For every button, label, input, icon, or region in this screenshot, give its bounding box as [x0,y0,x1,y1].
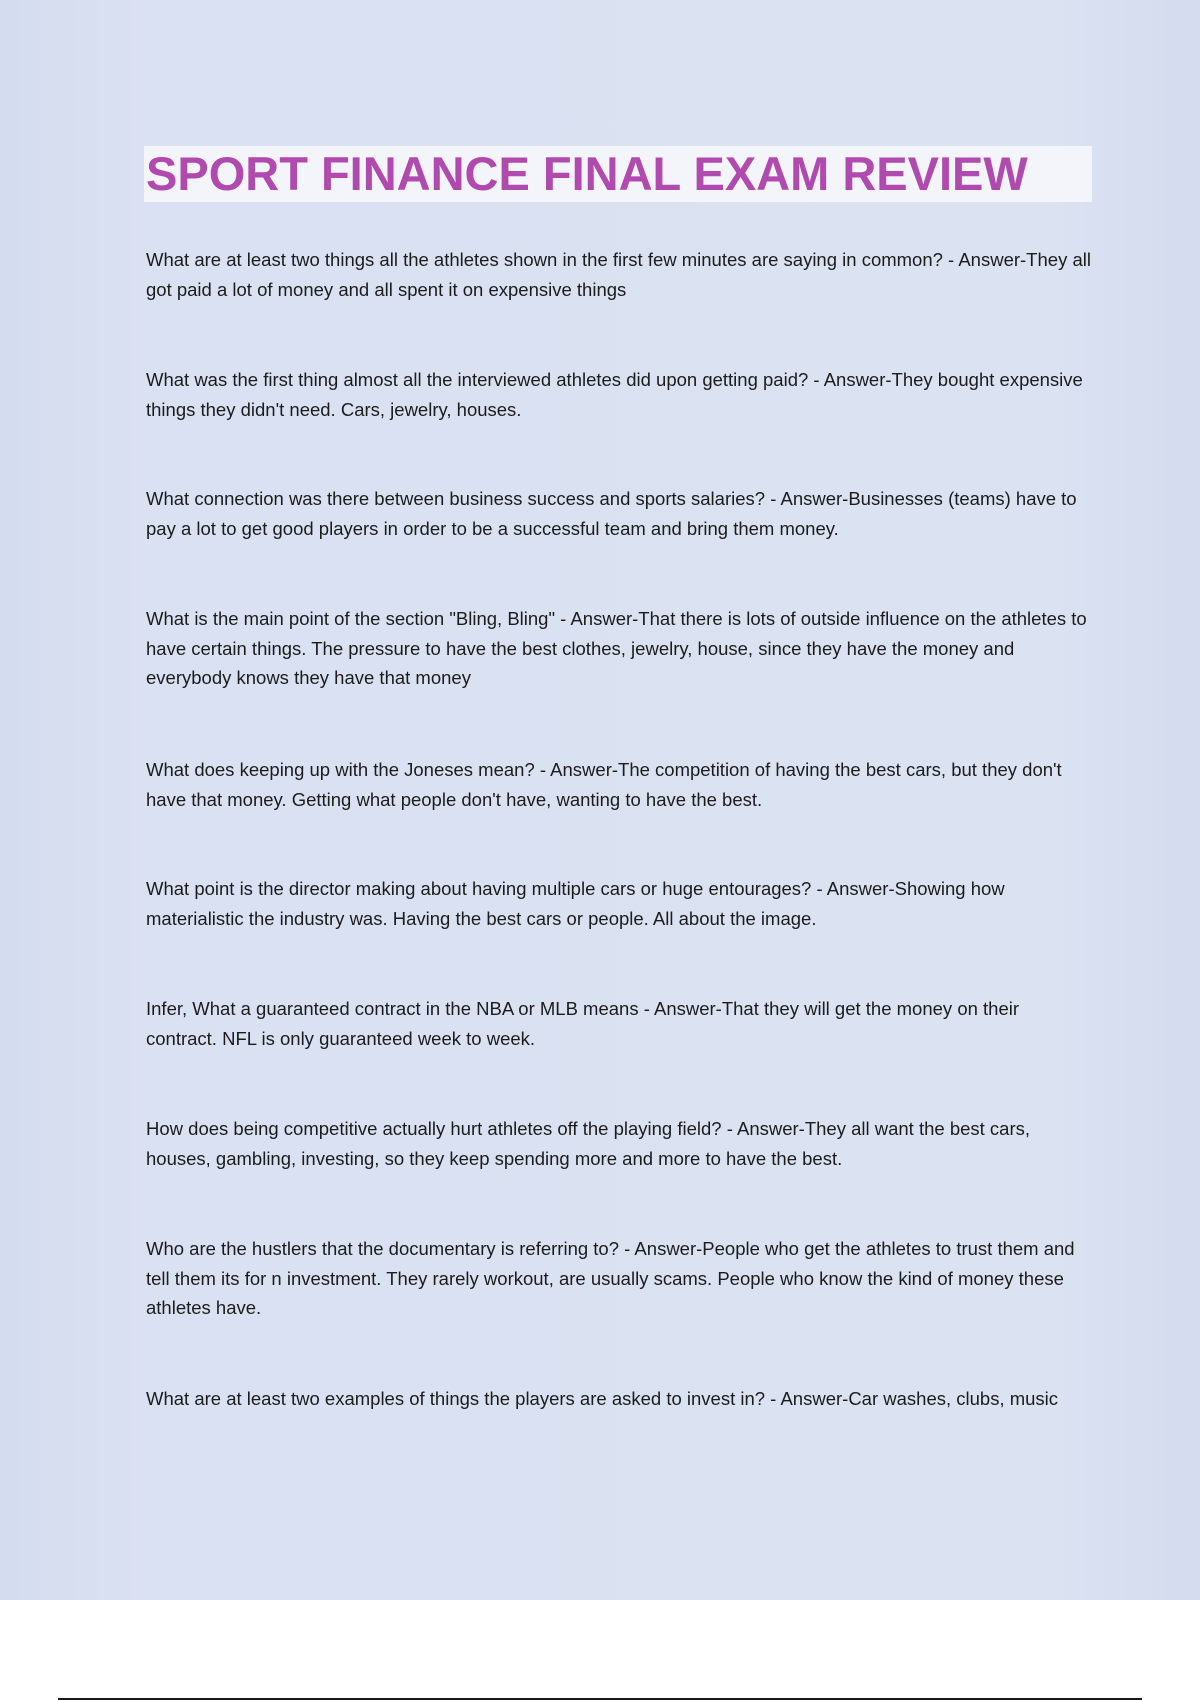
qa-item-2: What was the first thing almost all the interviewed athletes did upon getting paid? - Answer-They bought expensive things they didn't need. Cars, jewelry, houses. [146,369,1083,420]
qa-item-7: Infer, What a guaranteed contract in the NBA or MLB means - Answer-That they will get the money on their contract. NFL is only guaranteed week to week. [146,998,1020,1049]
qa-item-10: What are at least two examples of things the players are asked to invest in? - Answer-Car washes, clubs, music [146,1388,1059,1409]
document-title: SPORT FINANCE FINAL EXAM REVIEW [146,147,1028,200]
qa-item-3: What connection was there between business success and sports salaries? - Answer-Businesses (teams) have to pay a lot to get good players in order to be a successful team and bring them money. [146,488,1077,539]
qa-item-6: What point is the director making about having multiple cars or huge entourages? - Answer-Showing how materialistic the industry was. Having the best cars or people. All about the image. [146,878,1005,929]
qa-item-1: What are at least two things all the athletes shown in the first few minutes are saying in common? - Answer-They all got paid a lot of money and all spent it on expensive things [146,249,1091,300]
qa-item-9: Who are the hustlers that the documentary is referring to? - Answer-People who get the athletes to trust them and tell them its for n investment. They rarely workout, are usually scams. People who know the kind of money these athletes have. [146,1238,1075,1318]
qa-item-8: How does being competitive actually hurt athletes off the playing field? - Answer-They all want the best cars, houses, gambling, investing, so they keep spending more and more to have the best. [146,1118,1031,1169]
qa-item-5: What does keeping up with the Joneses mean? - Answer-The competition of having the best cars, but they don't have that money. Getting what people don't have, wanting to have the best. [146,759,1062,810]
qa-item-4: What is the main point of the section "Bling, Bling" - Answer-That there is lots of outside influence on the athletes to have certain things. The pressure to have the best clothes, jewelry, house, since they have the money and everybody knows they have that money [146,608,1087,688]
